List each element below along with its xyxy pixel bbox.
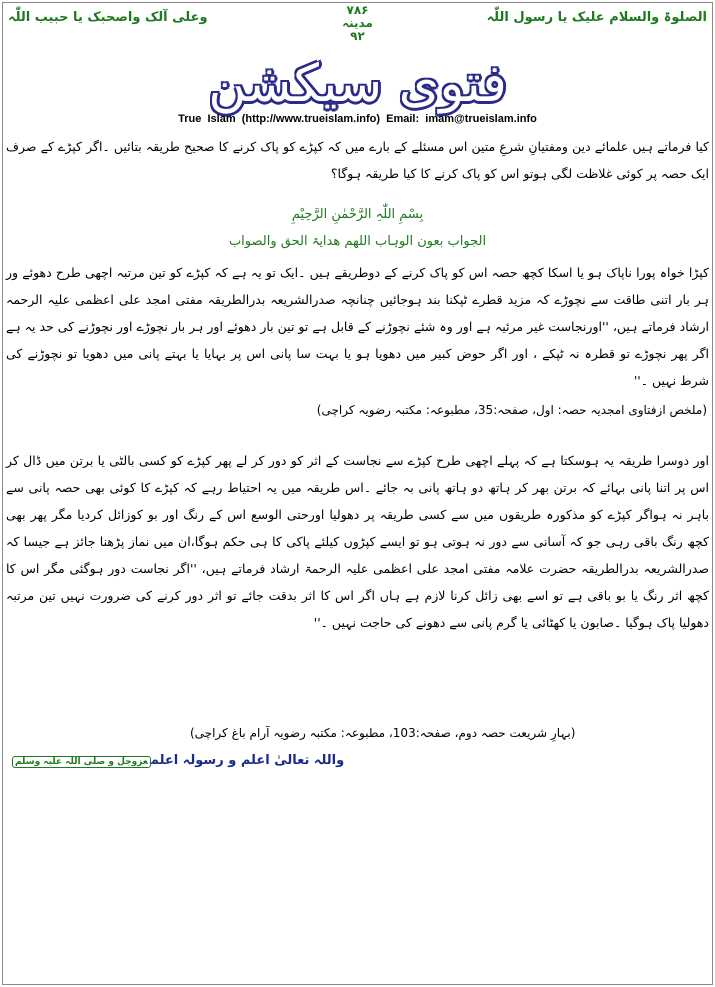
header-salutation-left: وعلی آلک واصحبک یا حبیب اللّٰہ [8, 10, 208, 25]
header-number-786: ۷۸۶ [346, 3, 369, 17]
closing-line [8, 753, 344, 768]
page-title: فتوی سیکشن [208, 54, 507, 114]
honorific-mark: عزوجل و صلی اللہ علیہ وسلم [12, 756, 151, 768]
header-salutation-right: الصلوۃ والسلام علیک یا رسول اللّٰہ [486, 10, 707, 25]
answer-paragraph-1 [6, 259, 709, 399]
header-number-92: ۹۲ [350, 29, 365, 43]
contact-line: True Islam (http://www.trueislam.info) Email: imam@trueislam.info [178, 113, 537, 125]
reference-1: (ملخص ازفتاوی امجدیہ حصہ: اول، صفحہ:35، مطبوعہ: مکتبہ رضویہ کراچی) [316, 403, 707, 417]
closing-text: واللہ تعالیٰ اعلم و رسولہ اعلم [150, 753, 345, 768]
question-paragraph: کیا فرماتے ہیں علمائے دین ومفتیانِ شرعِ متین اس مسئلے کے بارے میں کہ کپڑے کو پاک کرنے کا صحیح طریقہ بتائیں ۔اگر کپڑے کے صرف ایک حصہ پر کوئی غلاظت لگی ہوتو اس کو پاک کرنے کا کیا طریقہ ہوگا؟ [6, 139, 709, 181]
answer-text-1: کپڑا خواہ پورا ناپاک ہو یا اسکا کچھ حصہ اس کو پاک کرنے کے دوطریقے ہیں ۔ایک تو یہ ہے کہ کپڑے کو تین مرتبہ اچھی طرح دھوئے ور ہر بار اتنی طاقت سے نچوڑے کہ مزید قطرے ٹپکنا بند ہوجائیں چنانچہ صدرالشریعہ بدرالطریقہ مفتی امجد علی اعظمی علیہ الرحمہ ارشاد فرماتے ہیں، ''اورنجاست غیر مرئیہ ہے اور وہ شئے نچوڑنے کے قابل ہے تو تین بار دھوئے اور ہر بار نچوڑے اور نچوڑنے کی حد یہ ہے اگر پھر نچوڑے تو قطرہ نہ ٹپکے ، اور اگر حوض کبیر میں دھویا ہو یا بہت سا پانی اس پر بہایا یا بہتے پانی میں دھویا تو نچوڑنے کی شرط نہیں ۔'' [6, 265, 709, 388]
answer-paragraph-2 [6, 447, 709, 737]
header-madina: مدینہ [342, 16, 373, 30]
answer-heading: الجواب بعون الوہاب اللھم ھدایۃ الحق والصواب [228, 234, 487, 249]
reference-2: (بہارِ شریعت حصہ دوم، صفحہ:103، مطبوعہ: مکتبہ رضویہ آرام باغ کراچی) [190, 726, 576, 740]
bismillah: بِسْمِ اللّٰہِ الرَّحْمٰنِ الرَّحِیْمِ [291, 207, 424, 222]
header-center-emblem [0, 4, 715, 43]
answer-text-2: اور دوسرا طریقہ یہ ہوسکتا ہے کہ پہلے اچھی طرح کپڑے سے نجاست کے اثر کو دور کر لے پھر کپڑے کو کسی بالٹی یا برتن میں ڈال کر اس پر اتنا پانی بہائے کہ برتن بھر کر ہاتھ دو ہاتھ پانی بہ جائے ۔اس طریقہ میں یہ احتیاط رہے کہ کپڑے کا کوئی بھی حصہ پانی سے باہر نہ ہواگر کپڑے کو مذکورہ طریقوں میں سے کسی طریقہ پر دھولیا اورحتی الوسع اس کے رنگ اور بو کوزائل کردیا مگر پھر بھی کچھ رنگ باقی رہی جو کہ آسانی سے دور نہ ہوتی ہو تو ایسے کپڑوں کیلئے پاکی کا ہی حکم ہوگا،ان میں نماز پڑھنا جائز ہے جیسا کہ صدرالشریعہ بدرالطریقہ حضرت علامہ مفتی امجد علی اعظمی علیہ الرحمۃ ارشاد فرماتے ہیں، ''اگر نجاست دور ہوگئی مگر اس کا کچھ اثر رنگ یا بو باقی ہے تو اسے بھی زائل کرنا لازم ہے ہاں اگر اس کا اثر بدقت جائے تو اثر دور کرنے کی ضرورت نہیں تین مرتبہ دھولیا پاک ہوگیا ۔صابون یا کھٹائی یا گرم پانی سے دھونے کی حاجت نہیں ۔'' [6, 453, 709, 630]
question-text [6, 133, 709, 189]
